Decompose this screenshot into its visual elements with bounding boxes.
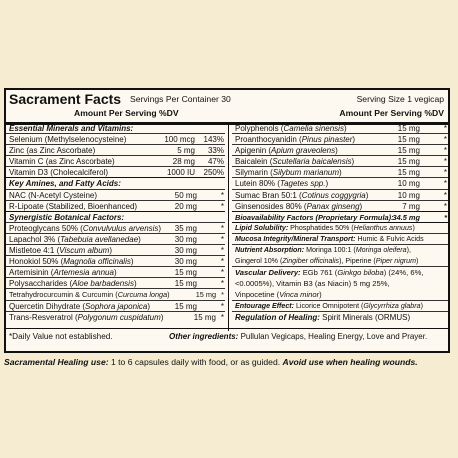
- table-row: NAC (N-Acetyl Cysteine) 50 mg *: [6, 190, 225, 201]
- facts-title: Sacrament Facts: [9, 91, 122, 107]
- table-row: Honokiol 50% (Magnolia officinalis) 30 mg *: [6, 256, 225, 267]
- table-row: Quercetin Dihydrate (Sophora japonica) 15 mg *: [6, 301, 225, 312]
- facts-footer: [6, 328, 448, 351]
- table-row: Proteoglycans 50% (Convulvulus arvensis) 35 mg *: [6, 223, 225, 234]
- table-row: Polyphenols (Camelia sinensis) 15 mg *: [232, 123, 448, 134]
- section-heading: Essential Minerals and Vitamins:: [6, 123, 225, 134]
- left-column: [6, 123, 225, 323]
- facts-header: [6, 90, 448, 125]
- amount-per-serving-right: Amount Per Serving %DV: [339, 108, 444, 118]
- table-row: Bioavailability Factors (Proprietary Formula): 34.5 mg *: [232, 212, 448, 223]
- table-row: Zinc (as Zinc Ascorbate) 5 mg 33%: [6, 145, 225, 156]
- sacrament-facts-panel: [4, 88, 450, 353]
- table-row: Vitamin C (as Zinc Ascorbate) 28 mg 47%: [6, 156, 225, 167]
- table-row: Sumac Bran 50:1 (Cotinus coggygria) 10 mg *: [232, 190, 448, 201]
- table-row: Polysaccharides (Aloe barbadensis) 15 mg *: [6, 278, 225, 289]
- usage-directions: Sacramental Healing use: 1 to 6 capsules daily with food, or as guided. Avoid use when healing wounds.: [4, 357, 418, 367]
- table-row: Entourage Effect: Licorice Omnipotent (Glycyrrhiza glabra): [232, 301, 448, 312]
- table-row: Mistletoe 4:1 (Viscum album) 30 mg *: [6, 245, 225, 256]
- table-row: Lipid Solubility: Phosphatides 50% (Helianthus annuus): [232, 223, 448, 234]
- table-row: Baicalein (Scutellaria baicalensis) 15 mg *: [232, 156, 448, 167]
- table-row: R-Lipoate (Stabilized, Bioenhanced) 20 mg *: [6, 201, 225, 212]
- amount-per-serving-left: Amount Per Serving %DV: [74, 108, 179, 118]
- table-row: Vitamin D3 (Cholecalciferol) 1000 IU 250%: [6, 167, 225, 178]
- table-row: Ginsenosides 80% (Panax ginseng) 7 mg *: [232, 201, 448, 212]
- table-row: Artemisinin (Artemesia annua) 15 mg *: [6, 267, 225, 278]
- table-row: Silymarin (Silybum marianum) 15 mg *: [232, 167, 448, 178]
- table-row: Selenium (Methylselenocysteine) 100 mcg 143%: [6, 134, 225, 145]
- table-row: Nutrient Absorption: Moringa 100:1 (Moringa oleifera),: [235, 246, 411, 255]
- table-row: Gingerol 10% (Zingiber officinalis), Piperine (Piper nigrum): [232, 256, 448, 267]
- table-row: Vascular Delivery: EGb 761 (Ginkgo biloba) (24%, 6%,: [235, 268, 424, 278]
- table-row: Lutein 80% (Tagetes spp.) 10 mg *: [232, 178, 448, 189]
- column-divider: [228, 123, 229, 331]
- right-column: [232, 123, 448, 323]
- daily-value-note: *Daily Value not established.: [9, 332, 113, 341]
- table-row: Regulation of Healing: Spirit Minerals (ORMUS): [235, 312, 411, 322]
- table-row: Vinpocetine (Vinca minor): [232, 289, 448, 300]
- servings-per-container: Servings Per Container 30: [130, 94, 231, 104]
- table-row: <0.0005%), Vitamin B3 (as Niacin) 5 mg 25%,: [235, 279, 390, 289]
- section-heading: Key Amines, and Fatty Acids:: [6, 178, 225, 189]
- table-row: Apigenin (Apium graveolens) 15 mg *: [232, 145, 448, 156]
- other-ingredients: Other ingredients: Pullulan Vegicaps, Healing Energy, Love and Prayer.: [169, 332, 428, 341]
- table-row: Lapachol 3% (Tabebuia avellanedae) 30 mg *: [6, 234, 225, 245]
- table-row: Mucosa Integrity/Mineral Transport: Humic & Fulvic Acids: [232, 234, 448, 245]
- table-row: Proanthocyanidin (Pinus pinaster) 15 mg *: [232, 134, 448, 145]
- table-row: Trans-Resveratrol (Polygonum cuspidatum) 15 mg *: [9, 312, 224, 322]
- table-row: Tetrahydrocurcumin & Curcumin (Curcuma longa) 15 mg *: [6, 289, 225, 300]
- section-heading: Synergistic Botanical Factors:: [6, 212, 225, 223]
- serving-size: Serving Size 1 vegicap: [356, 94, 444, 104]
